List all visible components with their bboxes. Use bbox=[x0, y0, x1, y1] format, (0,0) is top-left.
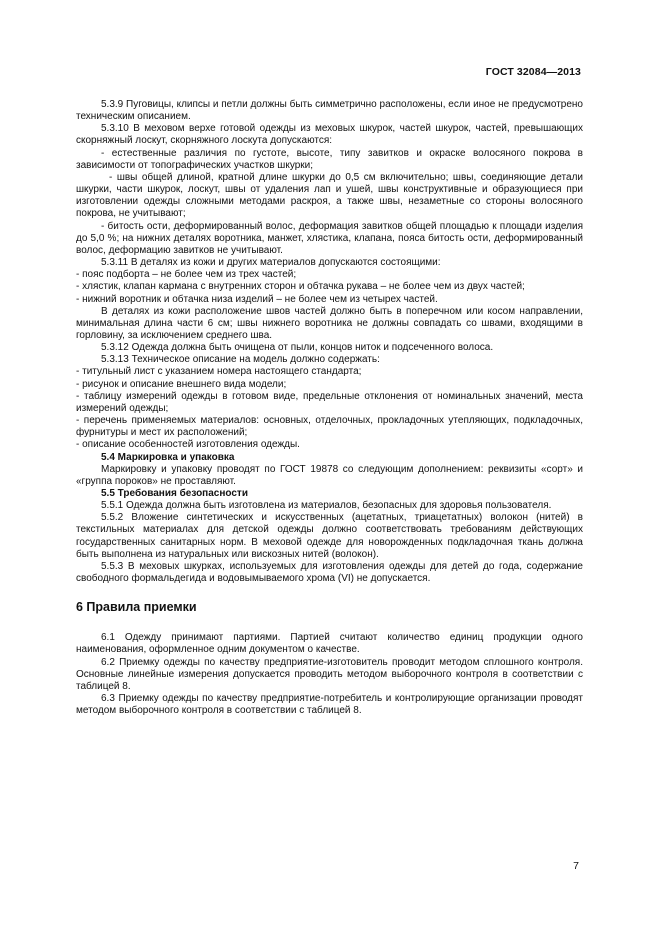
paragraph-p5: - битость ости, деформированный волос, деформация завитков общей площадью к площади изделия до 5,0 %; на нижних деталях воротника, манжет, хлястика, клапана, пояса битость ости, деформированный волос, деформацию завитков не учитывают. bbox=[76, 220, 583, 256]
paragraph-p25: 6.2 Приемку одежды по качеству предприятие-изготовитель проводит методом сплошного контроля. Основные линейные измерения допускается проводить методом выборочного контроля в соответствии с таблицей 8. bbox=[76, 656, 583, 692]
page-header: ГОСТ 32084—2013 bbox=[485, 66, 581, 78]
paragraph-p9: - нижний воротник и обтачка низа изделий – не более чем из четырех частей. bbox=[76, 293, 438, 305]
section-heading: 6 Правила приемки bbox=[76, 600, 197, 615]
paragraph-p23: 5.5.3 В меховых шкурках, используемых для изготовления одежды для детей до года, содержание свободного формальдегида и водовымываемого хрома (VI) не допускается. bbox=[76, 560, 583, 585]
paragraph-p16: - перечень применяемых материалов: основных, отделочных, прокладочных утепляющих, подкладочных, фурнитуры и мест их расположений; bbox=[76, 415, 583, 439]
paragraph-p11: 5.3.12 Одежда должна быть очищена от пыли, концов ниток и подсеченного волоса. bbox=[101, 342, 494, 354]
paragraph-p2: 5.3.10 В меховом верхе готовой одежды из меховых шкурок, частей шкурок, частей, превышающих скорняжный лоскут, скорняжного лоскута допускаются: bbox=[76, 123, 583, 147]
paragraph-p6: 5.3.11 В деталях из кожи и других материалов допускаются состоящими: bbox=[101, 257, 441, 269]
paragraph-p22: 5.5.2 Вложение синтетических и искусственных (ацетатных, триацетатных) волокон (нитей) в текстильных материалах для детской одежды должно соответствовать требованиям действующих государственных санитарных норм. В меховой одежде для новорожденных подкладочная ткань должна быть выполнена из натуральных или вискозных нитей (волокон). bbox=[76, 512, 583, 560]
paragraph-p20: 5.5 Требования безопасности bbox=[101, 488, 248, 499]
paragraph-p13: - титульный лист с указанием номера настоящего стандарта; bbox=[76, 366, 362, 378]
paragraph-p3: - естественные различия по густоте, высоте, типу завитков и окраске волосяного покрова в зависимости от топографических участков шкурки; bbox=[76, 147, 583, 171]
paragraph-p1: 5.3.9 Пуговицы, клипсы и петли должны быть симметрично расположены, если иное не предусмотрено техническим описанием. bbox=[76, 99, 583, 123]
paragraph-p12: 5.3.13 Техническое описание на модель должно содержать: bbox=[101, 354, 380, 366]
paragraph-p24: 6.1 Одежду принимают партиями. Партией считают количество единиц продукции одного наименования, оформленное одним документом о качестве. bbox=[76, 632, 583, 656]
paragraph-p26: 6.3 Приемку одежды по качеству предприятие-потребитель и контролирующие организации проводят методом выборочного контроля в соответствии с таблицей 8. bbox=[76, 693, 583, 717]
document-body bbox=[76, 99, 583, 717]
paragraph-p14: - рисунок и описание внешнего вида модели; bbox=[76, 378, 287, 390]
paragraph-p4: - швы общей длиной, кратной длине шкурки до 0,5 см включительно; швы, соединяющие детали шкурки, части шкурок, лоскут, швы от удаления лап и ушей, швы конструктивные и образующиеся при изготовлении одежды сложными методами раскроя, а также швы, незаметные со стороны волосяного покрова, не учитывают; bbox=[76, 171, 583, 220]
paragraph-p10: В деталях из кожи расположение швов частей должно быть в поперечном или косом направлении, минимальная длина части 6 см; швы нижнего воротника не должны совпадать со швами, входящими в горловину, за исключением среднего шва. bbox=[76, 305, 583, 341]
page-number: 7 bbox=[573, 860, 579, 872]
paragraph-p19: Маркировку и упаковку проводят по ГОСТ 19878 со следующим дополнением: реквизиты «сорт» и «группа пороков» не проставляют. bbox=[76, 463, 583, 487]
paragraph-p15: - таблицу измерений одежды в готовом виде, предельные отклонения от номинальных значений, места измерений одежды; bbox=[76, 390, 583, 414]
paragraph-p8: - хлястик, клапан кармана с внутренних сторон и обтачка рукава – не более чем из двух частей; bbox=[76, 281, 525, 293]
paragraph-p7: - пояс подборта – не более чем из трех частей; bbox=[76, 269, 297, 281]
paragraph-p18: 5.4 Маркировка и упаковка bbox=[101, 451, 235, 463]
paragraph-p21: 5.5.1 Одежда должна быть изготовлена из материалов, безопасных для здоровья пользователя. bbox=[101, 500, 552, 512]
paragraph-p17: - описание особенностей изготовления одежды. bbox=[76, 439, 300, 451]
